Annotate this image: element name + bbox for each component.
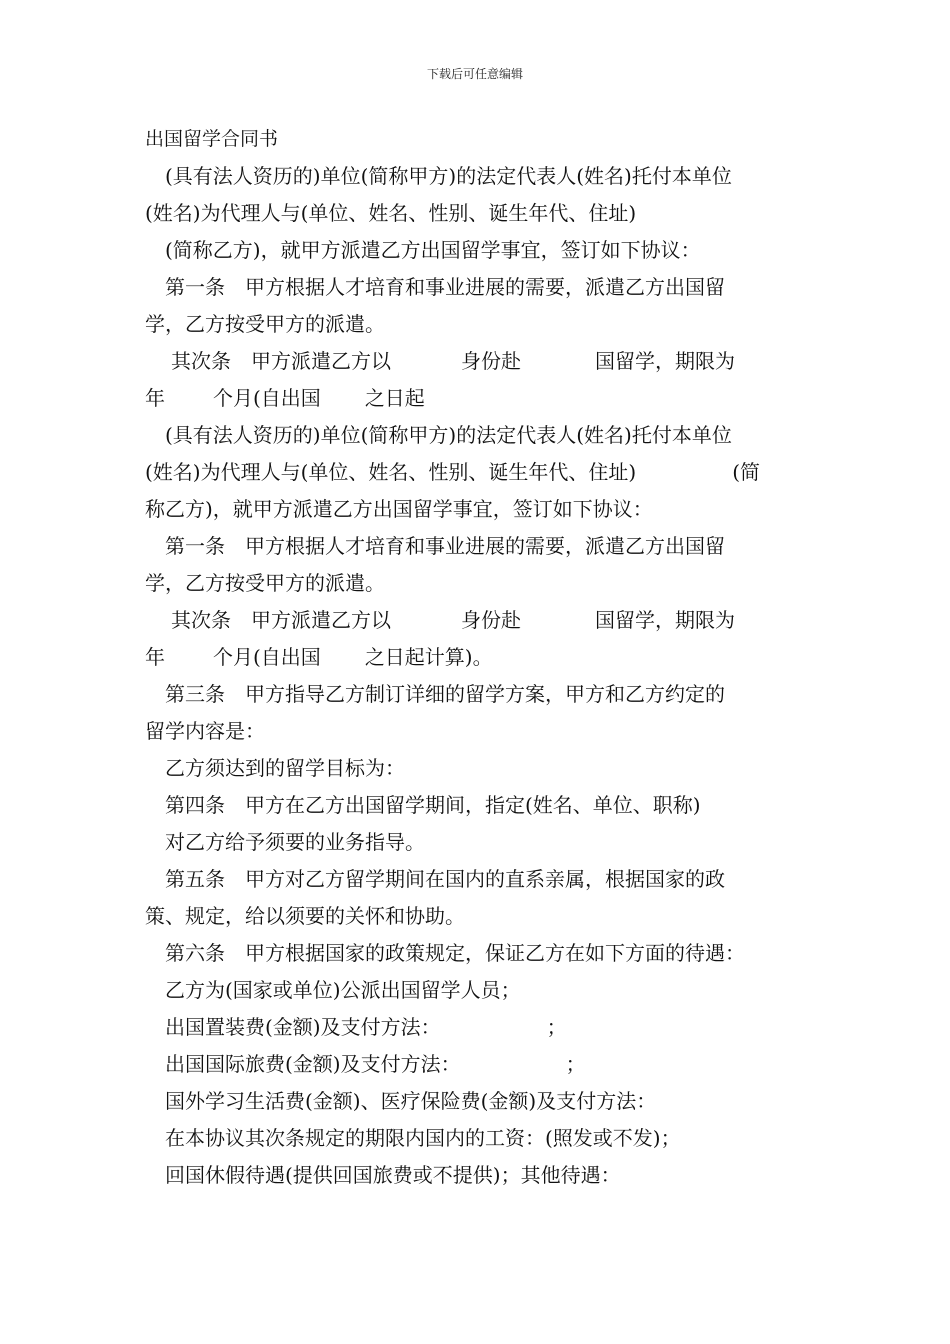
text-segment: 其次条 甲方派遣乙方以 <box>171 349 391 373</box>
text-segment: 其次条 甲方派遣乙方以 <box>171 608 391 632</box>
paragraph-line: (简称乙方)，就甲方派遣乙方出国留学事宜，签订如下协议： <box>165 238 701 262</box>
text-segment: 个月(自出国 <box>213 645 321 669</box>
text-segment: ； <box>546 1015 567 1039</box>
text-segment: 个月(自出国 <box>213 386 321 410</box>
text-segment: (简 <box>732 460 761 484</box>
text-segment: 之日起 <box>364 386 425 410</box>
paragraph-line <box>145 380 807 417</box>
paragraph-line <box>145 1009 807 1046</box>
text-segment: ； <box>565 1052 586 1076</box>
paragraph-line: 对乙方给予须要的业务指导。 <box>165 830 425 854</box>
text-segment: 出国国际旅费(金额)及支付方法： <box>165 1052 461 1076</box>
paragraph-line <box>145 639 807 676</box>
paragraph-line: (具有法人资历的)单位(简称甲方)的法定代表人(姓名)托付本单位 <box>165 164 732 188</box>
paragraph-line: 回国休假待遇(提供回国旅费或不提供)；其他待遇： <box>165 1163 621 1187</box>
text-segment: 年 <box>145 386 165 410</box>
paragraph-line: 第五条 甲方对乙方留学期间在国内的直系亲属，根据国家的政 <box>165 867 725 891</box>
text-segment: 之日起计算)。 <box>364 645 493 669</box>
paragraph-line: 国外学习生活费(金额)、医疗保险费(金额)及支付方法： <box>165 1089 657 1113</box>
paragraph-line: 乙方须达到的留学目标为： <box>165 756 405 780</box>
paragraph-line: 第六条 甲方根据国家的政策规定，保证乙方在如下方面的待遇： <box>165 941 745 965</box>
paragraph-line <box>145 602 807 639</box>
paragraph-line: 称乙方)，就甲方派遣乙方出国留学事宜，签订如下协议： <box>145 497 653 521</box>
paragraph-line: 第一条 甲方根据人才培育和事业进展的需要，派遣乙方出国留 <box>165 534 725 558</box>
text-segment: 出国置装费(金额)及支付方法： <box>165 1015 441 1039</box>
paragraph-line: 第四条 甲方在乙方出国留学期间，指定(姓名、单位、职称) <box>165 793 701 817</box>
paragraph-line <box>145 1046 807 1083</box>
page-header: 下载后可任意编辑 <box>426 67 523 81</box>
paragraph-line: 留学内容是： <box>145 719 265 743</box>
document-body <box>145 121 807 1194</box>
text-segment: (姓名)为代理人与(单位、姓名、性别、诞生年代、住址) <box>145 460 637 484</box>
paragraph-line: 乙方为(国家或单位)公派出国留学人员； <box>165 978 521 1002</box>
paragraph-line: 在本协议其次条规定的期限内国内的工资：(照发或不发)； <box>165 1126 681 1150</box>
text-segment: 国留学，期限为 <box>595 608 735 632</box>
paragraph-line: 第一条 甲方根据人才培育和事业进展的需要，派遣乙方出国留 <box>165 275 725 299</box>
paragraph-line <box>145 454 807 491</box>
paragraph-line: (具有法人资历的)单位(简称甲方)的法定代表人(姓名)托付本单位 <box>165 423 732 447</box>
paragraph-line: 策、规定，给以须要的关怀和协助。 <box>145 904 465 928</box>
document-title: 出国留学合同书 <box>145 128 279 150</box>
paragraph-line: (姓名)为代理人与(单位、姓名、性别、诞生年代、住址) <box>145 201 637 225</box>
text-segment: 身份赴 <box>461 349 521 373</box>
paragraph-line: 学，乙方按受甲方的派遣。 <box>145 571 385 595</box>
paragraph-line <box>145 343 807 380</box>
text-segment: 身份赴 <box>461 608 521 632</box>
text-segment: 年 <box>145 645 165 669</box>
paragraph-line: 学，乙方按受甲方的派遣。 <box>145 312 385 336</box>
paragraph-line: 第三条 甲方指导乙方制订详细的留学方案，甲方和乙方约定的 <box>165 682 725 706</box>
text-segment: 国留学，期限为 <box>595 349 735 373</box>
